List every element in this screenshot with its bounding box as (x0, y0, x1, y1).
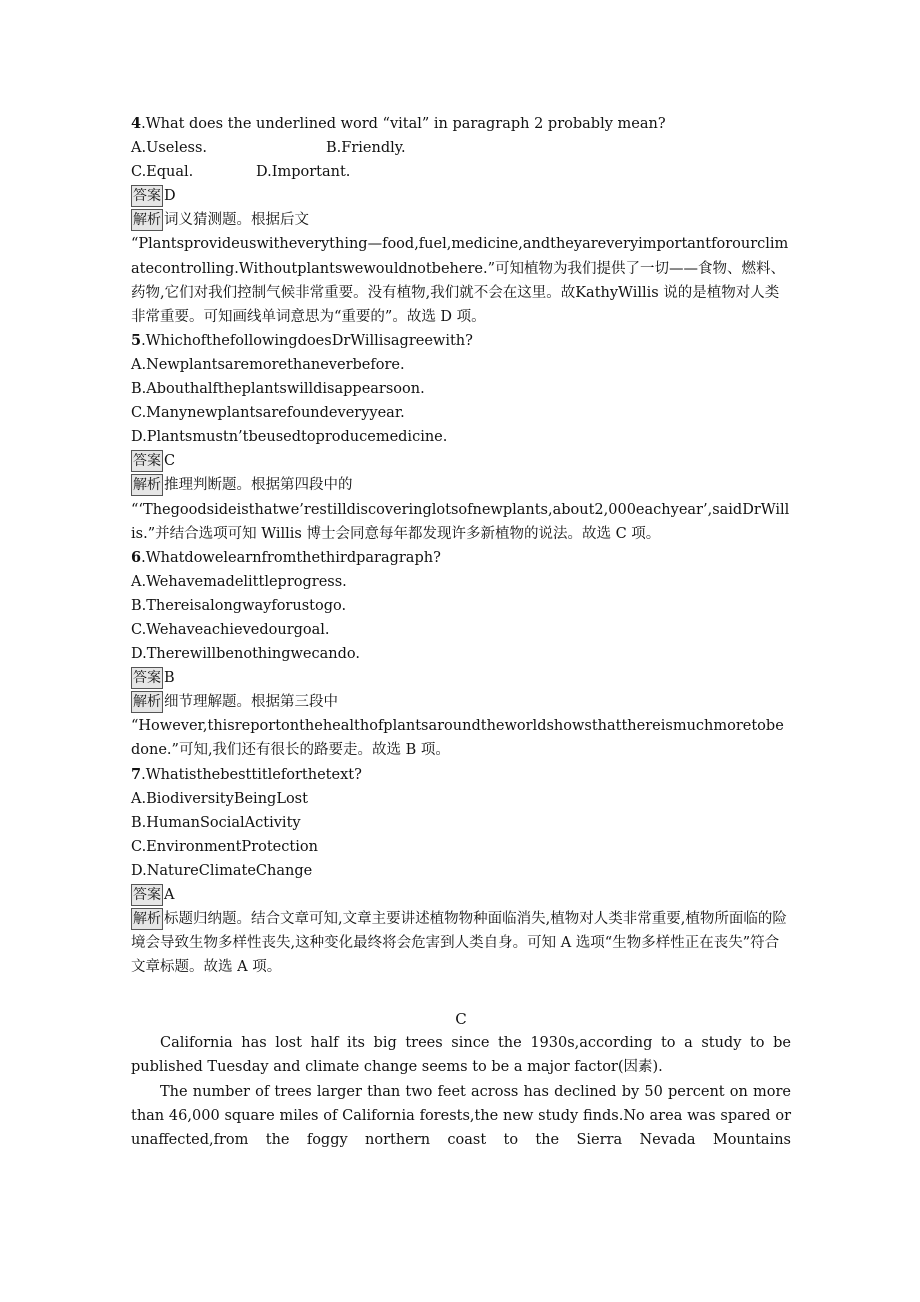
answer-value: C (164, 453, 176, 470)
option-d: D.Important. (256, 164, 351, 181)
option-a: A.Newplantsaremorethaneverbefore. (131, 356, 405, 373)
option-d: D.Therewillbenothingwecando. (131, 646, 360, 663)
exercise-content (131, 112, 791, 1152)
question-6 (131, 546, 791, 763)
passage-title: C (455, 1010, 467, 1029)
option-c: C.Manynewplantsarefoundeveryyear. (131, 405, 405, 422)
answer-tag: 答案 (131, 884, 163, 906)
option-row (131, 136, 791, 160)
question-stem: 4.What does the underlined word “vital” in paragraph 2 probably mean? (131, 115, 666, 132)
answer-line (131, 184, 791, 208)
option-c: C.Wehaveachievedourgoal. (131, 621, 330, 638)
option-a: A.BiodiversityBeingLost (131, 790, 308, 807)
option-b: B.Abouthalftheplantswilldisappearsoon. (131, 381, 425, 398)
analysis-line: 解析 细节理解题。根据第三段中 (131, 690, 791, 714)
question-number: 6 (131, 548, 142, 566)
option-b: B.Friendly. (326, 140, 406, 157)
option-c: C.Equal. (131, 164, 194, 181)
question-stem: 6.Whatdowelearnfromthethirdparagraph? (131, 548, 441, 566)
answer-line (131, 449, 791, 473)
question-number: 7 (131, 765, 142, 783)
option-row (131, 160, 791, 184)
question-5 (131, 329, 791, 546)
option-a: A.Wehavemadelittleprogress. (131, 573, 347, 590)
answer-line (131, 666, 791, 690)
answer-tag: 答案 (131, 185, 163, 207)
analysis-text: “Plantsprovideuswitheverything—food,fuel,medicine,andtheyareveryimportantforourclimatecontrolling.Withoutplantswewouldnotbehere.”可知植物为我们提供了一切——食物、燃料、药物,它们对我们控制气候非常重要。没有植物,我们就不会在这里。故KathyWillis 说的是植物对人类非常重要。可知画线单词意思为“重要的”。故选 D 项。 (131, 236, 789, 325)
option-a: A.Useless. (131, 140, 208, 157)
question-4 (131, 112, 791, 329)
answer-value: A (164, 887, 175, 903)
option-b: B.HumanSocialActivity (131, 814, 301, 831)
option-c: C.EnvironmentProtection (131, 838, 318, 855)
analysis-line (131, 907, 791, 979)
analysis-tag: 解析 (131, 691, 163, 713)
answer-tag: 答案 (131, 667, 163, 689)
question-stem: 7.Whatisthebesttitleforthetext? (131, 765, 362, 783)
analysis-tag: 解析 (131, 908, 163, 930)
question-number: 4 (131, 115, 142, 132)
passage-paragraph: California has lost half its big trees since the 1930s,according to a study to be published Tuesday and climate change seems to be a major factor(因素). (131, 1035, 791, 1076)
answer-value: D (164, 188, 176, 205)
analysis-tag: 解析 (131, 209, 163, 231)
analysis-text: 标题归纳题。结合文章可知,文章主要讲述植物物种面临消失,植物对人类非常重要,植物所面临的险境会导致生物多样性丧失,这种变化最终将会危害到人类自身。可知 A 选项“生物多样性正在丧失”符合文章标题。故选 A 项。 (131, 911, 787, 976)
question-stem: 5.WhichofthefollowingdoesDrWillisagreewith? (131, 331, 473, 349)
question-7 (131, 763, 791, 980)
option-d: D.NatureClimateChange (131, 862, 313, 879)
analysis-text: “However,thisreportonthehealthofplantsaroundtheworldshowsthatthereismuchmoretobedone.”可知,我们还有很长的路要走。故选 B 项。 (131, 718, 784, 759)
analysis-line: 解析 推理判断题。根据第四段中的 (131, 473, 791, 497)
answer-value: B (164, 670, 175, 687)
question-number: 5 (131, 331, 142, 349)
answer-tag: 答案 (131, 450, 163, 472)
option-b: B.Thereisalongwayforustogo. (131, 597, 347, 614)
analysis-line: 解析 词义猜测题。根据后文 (131, 208, 791, 232)
answer-line (131, 883, 791, 907)
analysis-tag: 解析 (131, 474, 163, 496)
analysis-text: “‘Thegoodsideisthatwe’restilldiscoveringlotsofnewplants,about2,000eachyear’,saidDrWillis.”并结合选项可知 Willis 博士会同意每年都发现许多新植物的说法。故选 C 项。 (131, 501, 790, 542)
passage-paragraph: The number of trees larger than two feet across has declined by 50 percent on more than 46,000 square miles of California forests,the new study finds.No area was spared or unaffected,from the foggy northern coast to the Sierra Nevada Mountains (131, 1083, 791, 1148)
option-d: D.Plantsmustn’tbeusedtoproducemedicine. (131, 429, 448, 446)
